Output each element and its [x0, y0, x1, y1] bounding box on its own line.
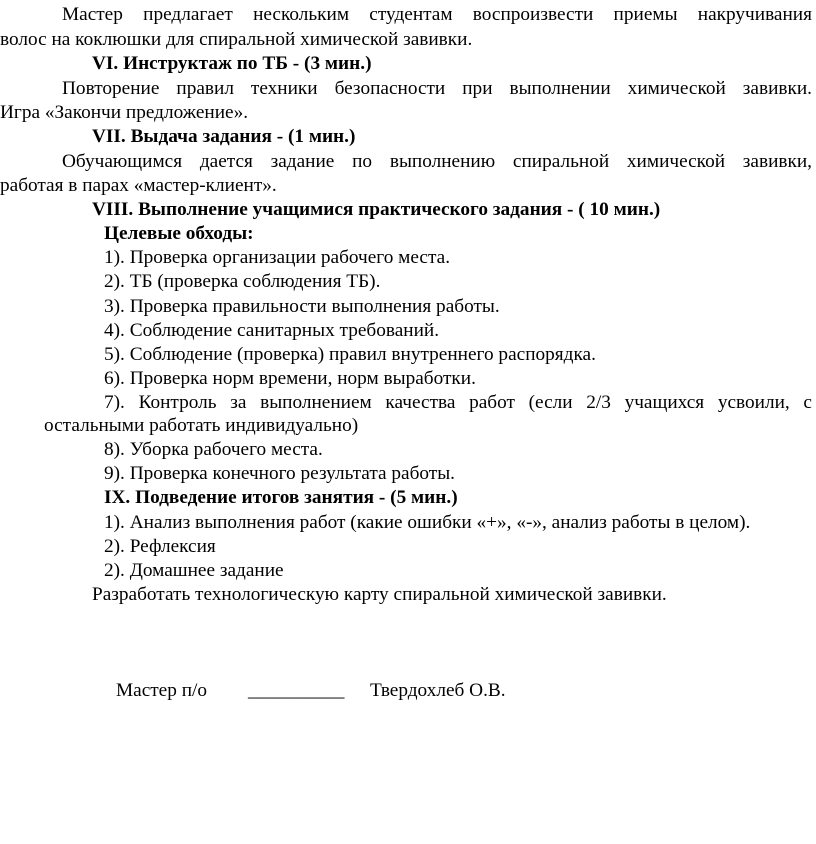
check-item: 7). Контроль за выполнением качества работ (если 2/3 учащихся усвоили, с: [104, 392, 812, 413]
check-item: 3). Проверка правильности выполнения работы.: [104, 296, 500, 317]
intro-line-1: Мастер предлагает нескольким студентам воспроизвести приемы накручивания: [62, 4, 812, 25]
intro-line-2: волос на коклюшки для спиральной химической завивки.: [0, 29, 473, 50]
section-8-subheading: Целевые обходы:: [104, 223, 254, 244]
section-6-line-2: Игра «Закончи предложение».: [0, 102, 249, 123]
signature-role: Мастер п/о: [116, 680, 208, 701]
check-item: 1). Проверка организации рабочего места.: [104, 247, 451, 268]
summary-item: 2). Рефлексия: [104, 536, 216, 557]
check-item: 4). Соблюдение санитарных требований.: [104, 320, 440, 341]
check-item: 9). Проверка конечного результата работы.: [104, 463, 455, 484]
section-7-line-1: Обучающимся дается задание по выполнению спиральной химической завивки,: [62, 151, 812, 172]
section-8-heading: VIII. Выполнение учащимися практического задания - ( 10 мин.): [92, 199, 661, 220]
section-7-heading: VII. Выдача задания - (1 мин.): [92, 126, 356, 147]
section-6-heading: VI. Инструктаж по ТБ - (3 мин.): [92, 53, 372, 74]
section-7-line-2: работая в парах «мастер-клиент».: [0, 175, 277, 196]
section-6-line-1: Повторение правил техники безопасности при выполнении химической завивки.: [62, 78, 812, 99]
check-item: 8). Уборка рабочего места.: [104, 439, 323, 460]
check-item-continuation: остальными работать индивидуально): [44, 415, 359, 436]
check-item: 5). Соблюдение (проверка) правил внутреннего распорядка.: [104, 344, 596, 365]
check-item: 2). ТБ (проверка соблюдения ТБ).: [104, 271, 381, 292]
summary-item: 1). Анализ выполнения работ (какие ошибки «+», «-», анализ работы в целом).: [104, 512, 751, 533]
signature-line: __________: [248, 680, 345, 701]
check-item: 6). Проверка норм времени, норм выработки.: [104, 368, 476, 389]
homework-text: Разработать технологическую карту спиральной химической завивки.: [92, 584, 667, 605]
summary-item: 2). Домашнее задание: [104, 560, 284, 581]
signature-name: Твердохлеб О.В.: [370, 680, 506, 701]
section-9-heading: IX. Подведение итогов занятия - (5 мин.): [104, 487, 458, 508]
